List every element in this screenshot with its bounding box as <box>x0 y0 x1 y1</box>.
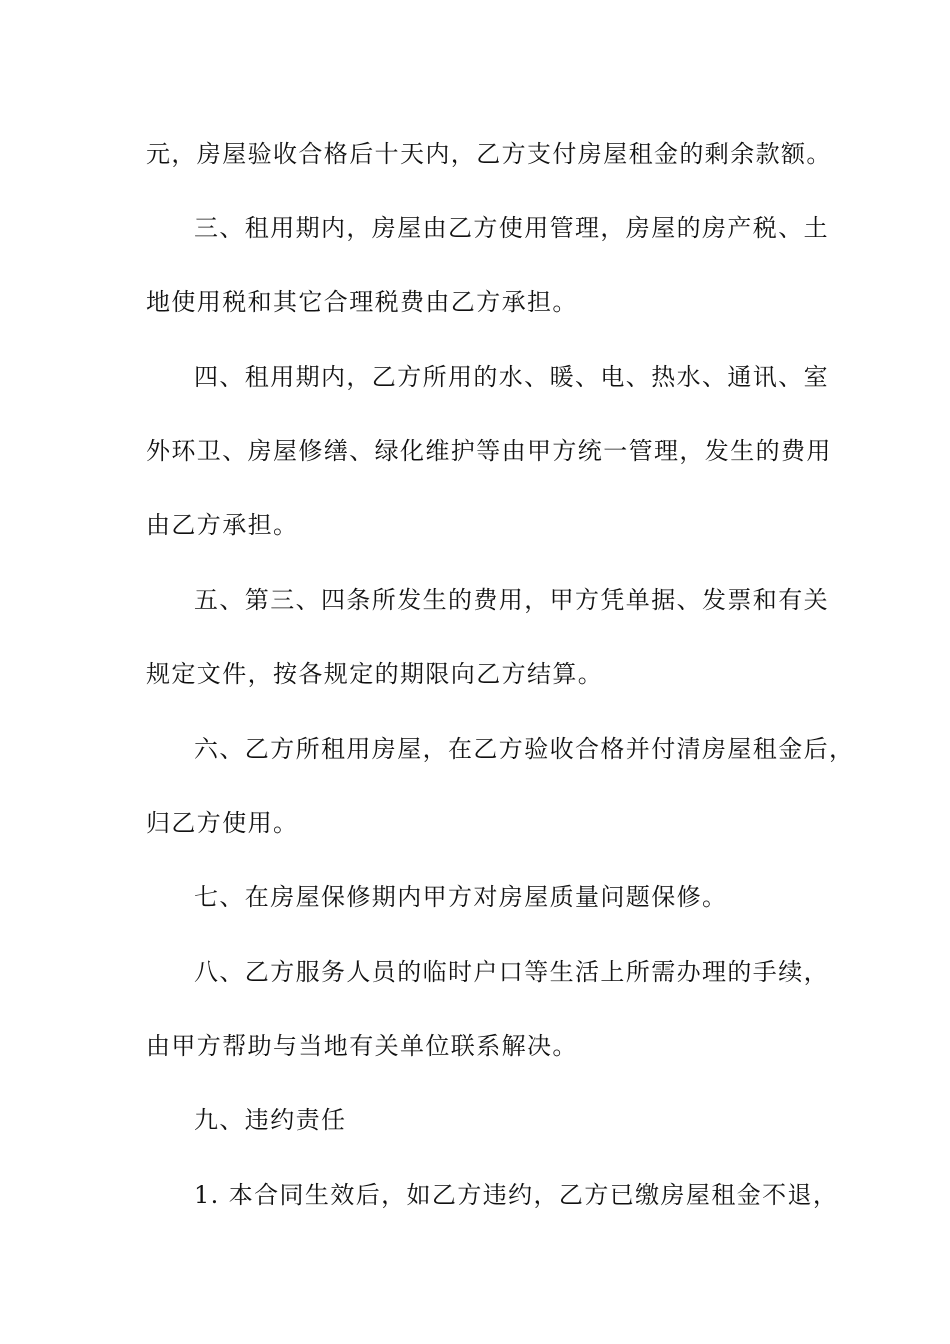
text-line: 规定文件，按各规定的期限向乙方结算。 <box>146 660 604 688</box>
text-line: 五、第三、四条所发生的费用，甲方凭单据、发票和有关 <box>194 586 829 614</box>
text-line: 地使用税和其它合理税费由乙方承担。 <box>146 288 578 316</box>
text-line: 四、租用期内，乙方所用的水、暖、电、热水、通讯、室 <box>194 363 829 391</box>
text-line: 归乙方使用。 <box>146 809 299 837</box>
text-line: 1. 本合同生效后，如乙方违约，乙方已缴房屋租金不退， <box>194 1181 839 1209</box>
text-line: 七、在房屋保修期内甲方对房屋质量问题保修。 <box>194 883 728 911</box>
text-line: 由乙方承担。 <box>146 511 299 539</box>
text-line: 三、租用期内，房屋由乙方使用管理，房屋的房产税、土 <box>194 214 829 242</box>
text-line: 九、违约责任 <box>194 1106 347 1134</box>
text-line: 六、乙方所租用房屋，在乙方验收合格并付清房屋租金后， <box>194 735 855 763</box>
text-line: 外环卫、房屋修缮、绿化维护等由甲方统一管理，发生的费用 <box>146 437 832 465</box>
text-line: 八、乙方服务人员的临时户口等生活上所需办理的手续， <box>194 958 829 986</box>
text-line: 由甲方帮助与当地有关单位联系解决。 <box>146 1032 578 1060</box>
text-line: 元，房屋验收合格后十天内，乙方支付房屋租金的剩余款额。 <box>146 140 832 168</box>
